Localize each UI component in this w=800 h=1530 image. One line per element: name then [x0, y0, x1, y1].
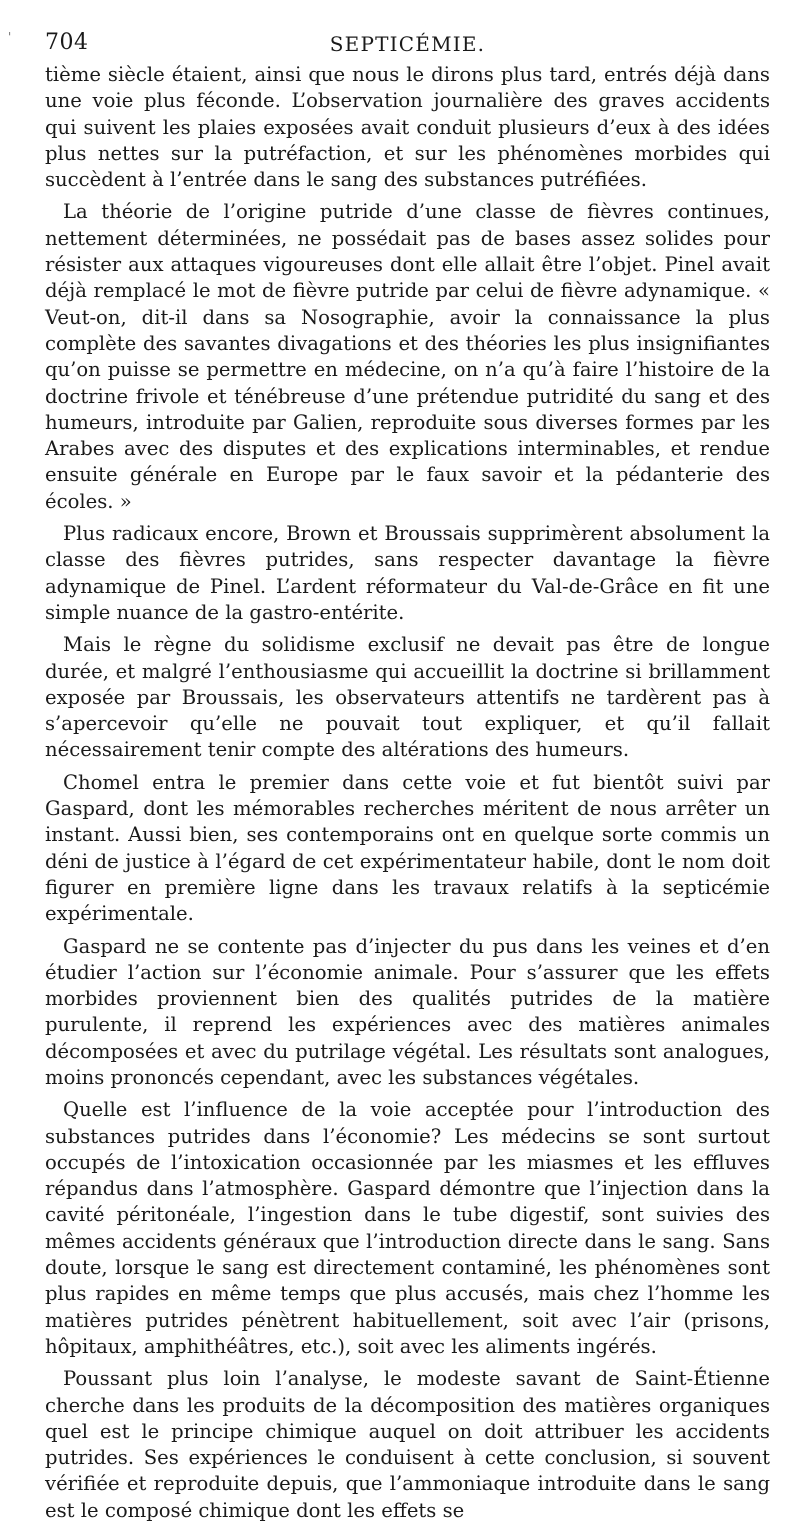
paragraph-continuation: tième siècle étaient, ainsi que nous le dirons plus tard, entrés déjà dans une voie plus féconde. L’observation journalière des graves accidents qui suivent les plaies exposées avait conduit plusieurs d’eux à des idées plus nettes sur la putréfaction, et sur les phénomènes morbides qui succèdent à l’entrée dans le sang des substances putréfiées. [45, 63, 770, 192]
paragraph: Chomel entra le premier dans cette voie et fut bientôt suivi par Gaspard, dont les mémorables recherches méritent de nous arrêter un instant. Aussi bien, ses contemporains ont en quelque sorte commis un déni de justice à l’égard de cet expérimentateur habile, dont le nom doit figurer en première ligne dans les travaux relatifs à la septicémie expérimentale. [45, 770, 770, 926]
running-title: SEPTICÉMIE. [329, 32, 486, 56]
scan-edge-mark: ' [8, 30, 12, 44]
paragraph: Gaspard ne se contente pas d’injecter du pus dans les veines et d’en étudier l’action sur l’économie animale. Pour s’assurer que les effets morbides proviennent bien des qualités putrides de la matière purulente, il reprend les expériences avec des matières animales décomposées et avec du putrilage végétal. Les résultats sont analogues, moins prononcés cependant, avec les substances végétales. [45, 934, 770, 1089]
text-body [45, 62, 770, 1524]
document-page [45, 28, 770, 1530]
page-number: 704 [45, 30, 89, 55]
paragraph: La théorie de l’origine putride d’une classe de fièvres continues, nettement déterminées, ne possédait pas de bases assez solides pour résister aux attaques vigoureuses dont elle allait être l’objet. Pinel avait déjà remplacé le mot de fièvre putride par celui de fièvre adynamique. « Veut-on, dit-il dans sa Nosographie, avoir la connaissance la plus complète des savantes divagations et des théories les plus insignifiantes qu’on puisse se permettre en médecine, on n’a qu’à faire l’histoire de la doctrine frivole et ténébreuse d’une prétendue putridité du sang et des humeurs, introduite par Galien, reproduite sous diverses formes par les Arabes avec des disputes et des explications interminables, et rendue ensuite générale en Europe par le faux savoir et la pédanterie des écoles. » [45, 200, 770, 513]
running-header [45, 28, 770, 62]
paragraph: Quelle est l’influence de la voie acceptée pour l’introduction des substances putrides dans l’économie? Les médecins se sont surtout occupés de l’intoxication occasionnée par les miasmes et les effluves répandus dans l’atmosphère. Gaspard démontre que l’injection dans la cavité péritonéale, l’ingestion dans le tube digestif, sont suivies des mêmes accidents généraux que l’introduction directe dans le sang. Sans doute, lorsque le sang est directement contaminé, les phénomènes sont plus rapides en même temps que plus accusés, mais chez l’homme les matières putrides pénètrent habituellement, soit avec l’air (prisons, hôpitaux, amphithéâtres, etc.), soit avec les aliments ingérés. [45, 1098, 770, 1358]
paragraph: Mais le règne du solidisme exclusif ne devait pas être de longue durée, et malgré l’enthousiasme qui accueillit la doctrine si brillamment exposée par Broussais, les observateurs attentifs ne tardèrent pas à s’apercevoir qu’elle ne pouvait tout expliquer, et qu’il fallait nécessairement tenir compte des altérations des humeurs. [45, 633, 770, 762]
paragraph: Plus radicaux encore, Brown et Broussais supprimèrent absolument la classe des fièvres putrides, sans respecter davantage la fièvre adynamique de Pinel. L’ardent réformateur du Val-de-Grâce en fit une simple nuance de la gastro-entérite. [45, 522, 770, 624]
paragraph: Poussant plus loin l’analyse, le modeste savant de Saint-Étienne cherche dans les produits de la décomposition des matières organiques quel est le principe chimique auquel on doit attribuer les accidents putrides. Ses expériences le conduisent à cette conclusion, si souvent vérifiée et reproduite depuis, que l’ammoniaque introduite dans le sang est le composé chimique dont les effets se [45, 1367, 770, 1522]
